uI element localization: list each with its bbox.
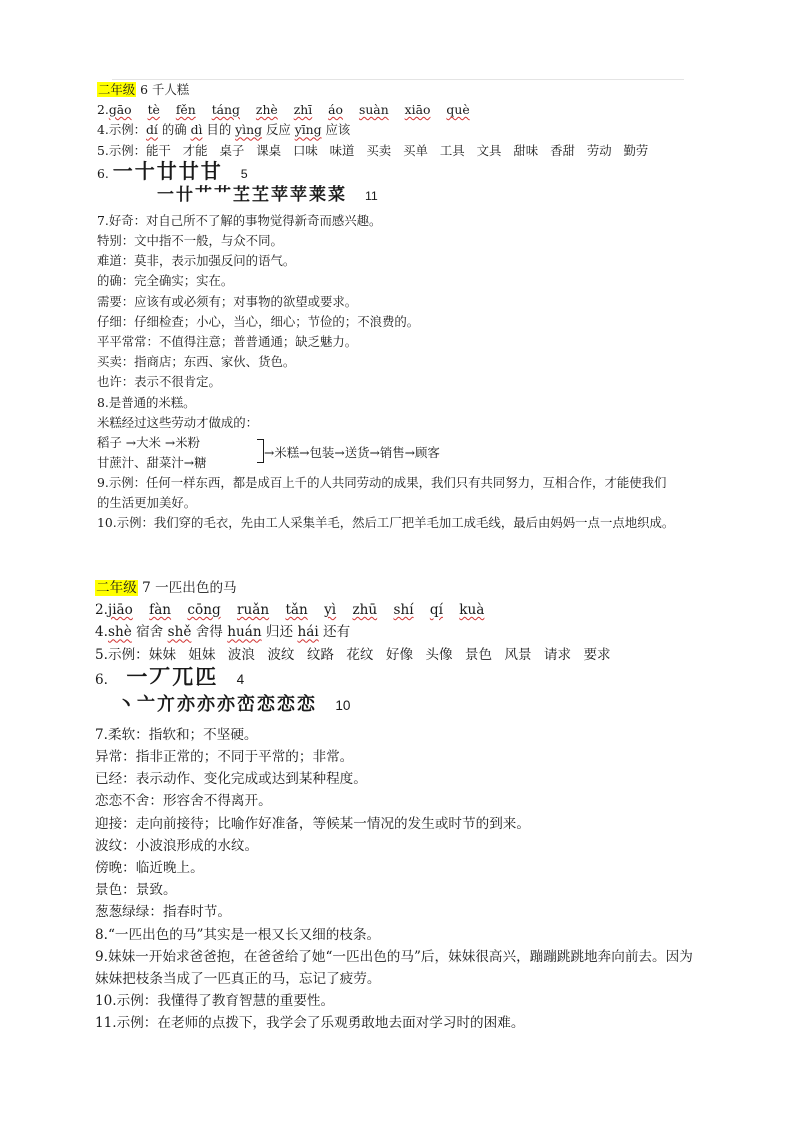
definition-line: 仔细：仔细检查；小心，当心，细心；节俭的；不浪费的。	[97, 313, 420, 329]
flow-step: 稻子 →大米 →米粉	[97, 435, 200, 451]
stroke-count: 5	[240, 166, 248, 181]
definition-line: 波纹：小波浪形成的水纹。	[95, 837, 259, 854]
pinyin-row	[95, 599, 715, 621]
word: 口味	[292, 142, 318, 158]
pinyin: tè	[147, 102, 160, 118]
item-label: 4.	[95, 624, 108, 641]
item-number: 2.	[97, 102, 109, 118]
word: 买单	[403, 142, 428, 158]
stroke-order-row-b	[97, 185, 717, 211]
pinyin: tǎn	[285, 602, 308, 619]
definition-line: 恋恋不舍：形容舍不得离开。	[95, 793, 272, 810]
word: 反应	[262, 122, 295, 138]
flow-step: →米糕→包装→送货→销售→顾客	[264, 445, 440, 461]
lesson-title: 6 千人糕	[140, 82, 190, 97]
stroke-order-row-b	[95, 694, 715, 724]
stroke-order: 一卄艹艹芏芏苹苹莱菜	[157, 184, 347, 205]
stroke-order: 一丆兀匹	[126, 664, 219, 689]
definition-line: 异常：指非正常的；不同于平常的；非常。	[95, 749, 354, 766]
definition-line: 难道：莫非，表示加强反问的语气。	[97, 253, 296, 269]
definition-line: 7.柔软：指软和；不坚硬。	[95, 726, 258, 743]
word: 妹妹	[148, 646, 176, 663]
word: 姐妹	[188, 646, 216, 663]
word: 目的	[202, 122, 236, 138]
pinyin: gāo	[108, 102, 132, 118]
stroke-count: 11	[364, 188, 378, 203]
pinyin: shí	[393, 602, 414, 619]
grade-highlight: 二年级	[96, 580, 137, 596]
word: 宿舍	[131, 624, 168, 641]
word: 头像	[425, 646, 453, 663]
word: 课桌	[256, 142, 281, 158]
pinyin: xiāo	[404, 102, 431, 118]
word: 应该	[321, 122, 351, 138]
pinyin: ruǎn	[237, 602, 270, 619]
stroke-order-row-a	[95, 666, 715, 694]
word: 能干	[146, 142, 171, 158]
word: 要求	[583, 646, 611, 663]
definitions	[95, 724, 715, 946]
pinyin: suàn	[358, 102, 389, 118]
words-row	[97, 141, 717, 161]
pinyin: fěn	[175, 102, 196, 118]
word: 味道	[329, 142, 355, 158]
word: 才能	[182, 142, 208, 158]
answer-9: 9.示例：任何一样东西，都是成百上千的人共同劳动的成果，我们只有共同努力，互相合作，才能使我们的生活更加美好。	[97, 475, 667, 511]
pinyin: fàn	[149, 602, 172, 619]
word: 勤劳	[623, 142, 649, 158]
word: 甜味	[513, 142, 539, 158]
stroke-order: 一十廿廿甘	[112, 158, 223, 183]
pinyin: zhī	[293, 102, 313, 118]
item-label: 5.示例：	[97, 142, 146, 158]
pinyin: shě	[167, 624, 192, 641]
word: 请求	[543, 646, 572, 663]
pinyin-row	[97, 100, 717, 120]
pinyin: qí	[429, 602, 443, 619]
word: 劳动	[586, 142, 612, 158]
stroke-count: 4	[236, 671, 245, 687]
definition-line: 迎接：走向前接待；比喻作好准备，等候某一情况的发生或时节的到来。	[95, 815, 530, 832]
process-flow	[97, 433, 717, 473]
bracket	[257, 439, 264, 463]
definitions	[97, 211, 717, 433]
definition-line: 傍晚：临近晚上。	[95, 860, 204, 877]
definition-line: 特别：文中指不一般，与众不同。	[97, 233, 283, 249]
pinyin: yīng	[294, 122, 322, 138]
word: 花纹	[346, 646, 374, 663]
pinyin: shè	[107, 624, 132, 641]
word: 买卖	[366, 142, 392, 158]
pinyin: huán	[227, 624, 262, 641]
pinyin: zhū	[352, 602, 378, 619]
definition-line: 8.是普通的米糕。	[97, 394, 196, 410]
definition-line: 米糕经过这些劳动才做成的：	[97, 414, 259, 430]
word: 波浪	[227, 646, 255, 663]
definition-line: 已经：表示动作、变化完成或达到某种程度。	[95, 771, 367, 788]
lesson-title: 7 一匹出色的马	[142, 580, 237, 596]
stroke-order: 丶亠亣亦亦亦峦恋恋恋	[117, 693, 317, 715]
answer-11: 11.示例：在老师的点拨下，我学会了乐观勇敢地去面对学习时的困难。	[95, 1015, 525, 1032]
answer-10: 10.示例：我懂得了教育智慧的重要性。	[95, 993, 335, 1010]
definition-line: 买卖：指商店；东西、家伙、货色。	[97, 354, 296, 370]
word: 舍得	[191, 624, 228, 641]
word: 景色	[464, 646, 493, 663]
pinyin: áo	[328, 102, 344, 118]
item-label: 5.示例：	[95, 646, 149, 663]
flow-step: 甘蔗汁、甜菜汁→糖	[97, 455, 207, 471]
word: 文具	[476, 142, 502, 158]
item-number: 2.	[95, 602, 108, 619]
word: 香甜	[550, 142, 575, 158]
word: 归还	[261, 624, 298, 641]
pinyin: hái	[297, 624, 319, 641]
answer-9: 9.妹妹一开始求爸爸抱，在爸爸给了她“一匹出色的马”后，妹妹很高兴，蹦蹦跳跳地奔向前去。因为妹妹把枝条当成了一匹真正的马，忘记了疲劳。	[95, 948, 693, 988]
word: 波纹	[267, 646, 295, 663]
word: 的确	[157, 122, 191, 138]
pinyin: zhè	[255, 102, 278, 118]
word: 纹路	[306, 646, 335, 663]
item-number: 6.	[97, 165, 109, 181]
pinyin: yì	[324, 602, 337, 619]
word: 工具	[439, 142, 465, 158]
definition-line: 8.“一匹出色的马”其实是一根又长又细的枝条。	[95, 926, 381, 943]
definition-line: 景色：景致。	[95, 882, 177, 899]
pinyin: yìng	[235, 122, 263, 138]
polyphone-row	[95, 621, 715, 643]
lesson-7-heading	[95, 577, 715, 599]
definition-line: 需要：应该有或必须有；对事物的欲望或要求。	[97, 293, 358, 309]
pinyin: dì	[190, 122, 203, 138]
word: 桌子	[219, 142, 245, 158]
pinyin: dí	[146, 122, 158, 138]
pinyin: què	[446, 102, 470, 118]
item-number: 6.	[95, 671, 108, 688]
lesson-6-heading	[97, 80, 717, 100]
grade-highlight: 二年级	[98, 82, 136, 97]
lesson-6-section	[97, 80, 717, 534]
word: 还有	[318, 624, 351, 641]
pinyin: jiāo	[107, 602, 133, 619]
pinyin: kuà	[459, 602, 485, 619]
stroke-order-row-a	[97, 158, 717, 185]
definition-line: 也许：表示不很肯定。	[97, 374, 221, 390]
stroke-count: 10	[335, 697, 351, 713]
word: 风景	[504, 646, 532, 663]
answer-10: 10.示例：我们穿的毛衣，先由工人采集羊毛，然后工厂把羊毛加工成毛线，最后由妈妈一点一点地织成。	[97, 515, 675, 531]
definition-line: 7.好奇：对自己所不了解的事物觉得新奇而感兴趣。	[97, 212, 382, 228]
item-label: 4.示例：	[97, 122, 146, 138]
pinyin: cōng	[187, 602, 221, 619]
word: 好像	[385, 646, 414, 663]
definition-line: 的确：完全确实；实在。	[97, 273, 234, 289]
pinyin: táng	[211, 102, 240, 118]
polyphone-row	[97, 120, 717, 140]
lesson-7-section	[95, 577, 715, 1035]
words-row	[95, 644, 715, 666]
definition-line: 葱葱绿绿：指春时节。	[95, 904, 231, 921]
definition-line: 平平常常：不值得注意；普普通通；缺乏魅力。	[97, 334, 358, 350]
